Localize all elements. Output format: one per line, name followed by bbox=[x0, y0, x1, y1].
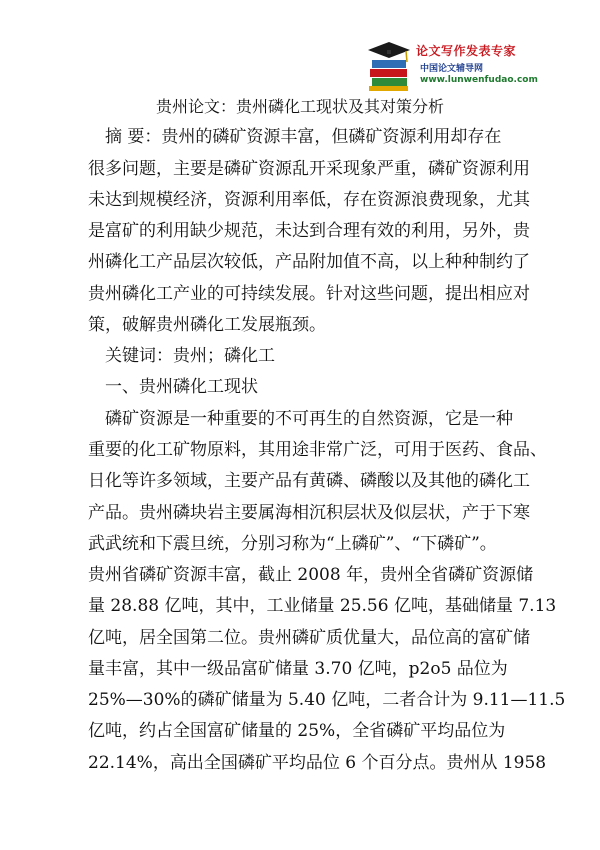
section-heading: 一、贵州磷化工现状 bbox=[88, 377, 258, 397]
site-logo bbox=[366, 38, 538, 94]
body-line: 很多问题，主要是磷矿资源乱开采现象严重，磷矿资源利用 bbox=[88, 159, 530, 179]
document-title: 贵州论文：贵州磷化工现状及其对策分析 bbox=[155, 97, 444, 116]
body-line: 量丰富，其中一级品富矿储量 3.70 亿吨，p2o5 品位为 bbox=[88, 659, 508, 679]
body-line: 量 28.88 亿吨，其中，工业储量 25.56 亿吨，基础储量 7.13 bbox=[88, 596, 557, 616]
body-line: 未达到规模经济，资源利用率低，存在资源浪费现象，尤其 bbox=[88, 190, 530, 210]
body-line: 亿吨，居全国第二位。贵州磷矿质优量大，品位高的富矿储 bbox=[88, 628, 530, 648]
body-line: 摘 要：贵州的磷矿资源丰富，但磷矿资源利用却存在 bbox=[88, 127, 502, 147]
body-line: 州磷化工产品层次较低，产品附加值不高，以上种种制约了 bbox=[88, 252, 530, 272]
body-line: 磷矿资源是一种重要的不可再生的自然资源，它是一种 bbox=[88, 409, 513, 429]
body-line: 策，破解贵州磷化工发展瓶颈。 bbox=[88, 315, 326, 335]
body-line: 贵州磷化工产业的可持续发展。针对这些问题，提出相应对 bbox=[88, 284, 530, 304]
logo-slogan: 论文写作发表专家 bbox=[416, 44, 517, 58]
body-line: 贵州省磷矿资源丰富，截止 2008 年，贵州全省磷矿资源储 bbox=[88, 565, 534, 585]
body-line: 日化等许多领域，主要产品有黄磷、磷酸以及其他的磷化工 bbox=[88, 471, 530, 491]
keywords-line: 关键词：贵州；磷化工 bbox=[88, 346, 275, 366]
logo-url: www.lunwenfudao.com bbox=[420, 75, 538, 85]
body-line: 产品。贵州磷块岩主要属海相沉积层状及似层状，产于下寒 bbox=[88, 503, 530, 523]
body-line: 是富矿的利用缺少规范，未达到合理有效的利用，另外，贵 bbox=[88, 221, 530, 241]
body-line: 25%—30%的磷矿储量为 5.40 亿吨，二者合计为 9.11—11.5 bbox=[88, 690, 566, 710]
books-graduation-cap-icon bbox=[366, 40, 412, 92]
logo-text bbox=[412, 38, 538, 94]
body-line: 亿吨，约占全国富矿储量的 25%，全省磷矿平均品位为 bbox=[88, 721, 506, 741]
body-line: 重要的化工矿物原料，其用途非常广泛，可用于医药、食品、 bbox=[88, 440, 547, 460]
body-line: 武武统和下震旦统，分别习称为“上磷矿”、“下磷矿”。 bbox=[88, 534, 497, 554]
body-line: 22.14%，高出全国磷矿平均品位 6 个百分点。贵州从 1958 bbox=[88, 753, 547, 773]
logo-site-name: 中国论文辅导网 bbox=[420, 64, 484, 74]
